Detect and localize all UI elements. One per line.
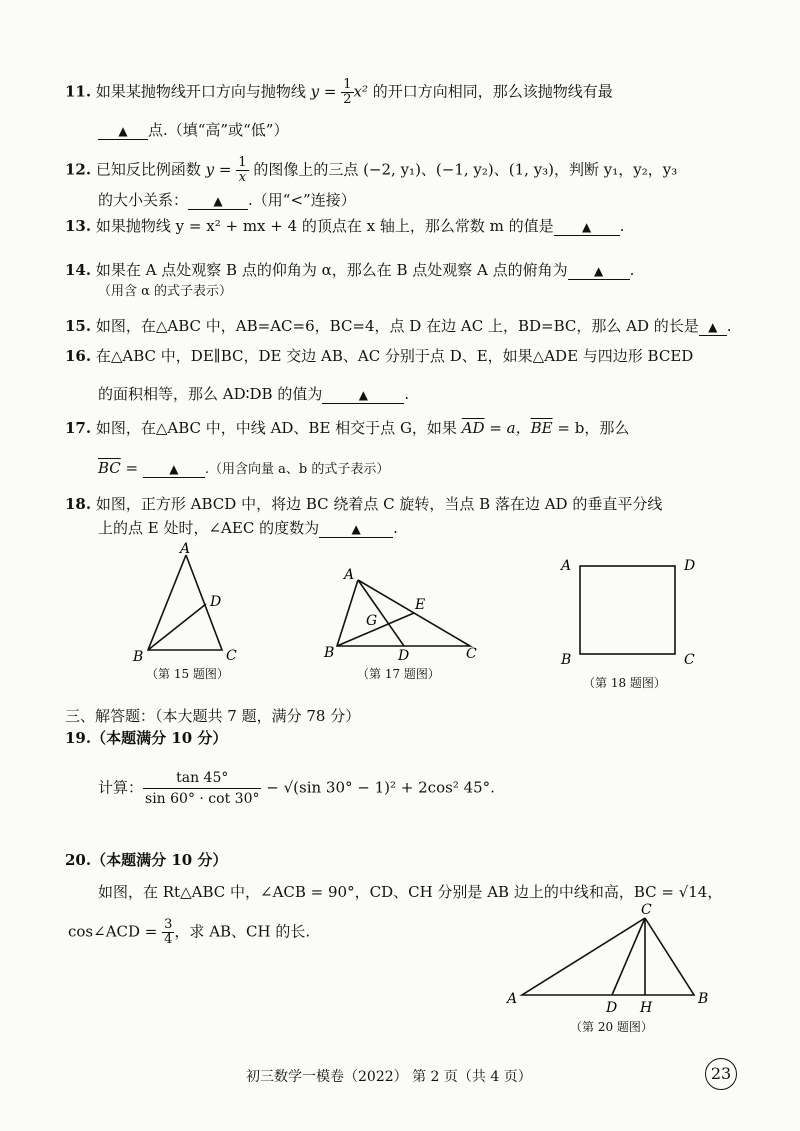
numerator: 1	[343, 77, 352, 92]
point-d-label: D	[606, 1000, 618, 1016]
question-number: 12.	[65, 160, 92, 179]
question-text: 的面积相等，那么 AD∶DB 的值为	[98, 385, 323, 403]
question-20-line1	[98, 882, 722, 902]
point-c-label: C	[226, 648, 237, 664]
answer-blank[interactable]: ▲	[699, 319, 727, 336]
question-text: 如果在 A 点处观察 B 点的仰角为 α，那么在 B 点处观察 A 点的俯角为	[95, 261, 568, 279]
point-d-label: D	[210, 594, 222, 610]
question-text: 的大小关系：	[98, 191, 189, 209]
question-text: 上的点 E 处时，∠AEC 的度数为	[98, 519, 320, 537]
question-18-line2	[98, 518, 398, 538]
figure-15-caption: （第 15 题图）	[146, 667, 229, 681]
equation: y =	[205, 160, 237, 179]
punctuation: .	[404, 385, 410, 403]
figure-17-caption: （第 17 题图）	[357, 667, 440, 681]
question-text: 如图，在△ABC 中，AB=AC=6，BC=4，点 D 在边 AC 上，BD=BC，那么 AD 的长是	[95, 317, 699, 335]
score-note: （本题满分 10 分）	[91, 851, 228, 869]
point-d-label: D	[398, 648, 410, 664]
question-17	[65, 418, 629, 438]
equation-tail: x²	[353, 82, 369, 101]
question-note: .（用含向量 a、b 的式子表示）	[204, 462, 390, 477]
question-14	[65, 260, 634, 280]
question-text: 如图，正方形 ABCD 中，将边 BC 绕着点 C 旋转，当点 B 落在边 AD 的垂直平分线	[95, 495, 663, 513]
answer-blank[interactable]: ▲	[554, 219, 620, 236]
question-number: 19.	[65, 729, 92, 747]
page-footer: 初三数学一模卷（2022） 第 2 页（共 4 页）	[246, 1069, 532, 1085]
question-13	[65, 216, 624, 236]
numerator: tan 45°	[143, 768, 261, 789]
numerator: 1	[238, 155, 247, 170]
denominator: 2	[343, 92, 352, 107]
question-16	[65, 346, 693, 366]
question-text: = b，那么	[552, 419, 630, 437]
question-text: 如果抛物线 y = x² + mx + 4 的顶点在 x 轴上，那么常数 m 的值是	[95, 217, 554, 235]
vector-be: $\overline{BE}$	[530, 419, 553, 437]
calc-label: 计算：	[98, 778, 144, 797]
segment-bd	[148, 604, 206, 650]
answer-blank[interactable]: ▲	[188, 193, 248, 210]
question-16-line2	[98, 384, 409, 404]
question-14-line2	[98, 282, 232, 302]
fraction	[162, 918, 174, 947]
question-text: 如图，在△ABC 中，中线 AD、BE 相交于点 G，如果	[95, 419, 462, 437]
punctuation: .	[726, 317, 732, 335]
question-text: cos∠ACD =	[68, 922, 163, 941]
answer-blank[interactable]: ▲	[322, 387, 404, 404]
question-19-header	[65, 728, 227, 748]
question-number: 15.	[65, 317, 92, 335]
page-badge	[705, 1058, 737, 1090]
question-text: 如果某抛物线开口方向与抛物线	[95, 82, 311, 101]
point-d-label: D	[684, 558, 696, 574]
triangle-abc	[337, 580, 470, 646]
fraction	[143, 768, 261, 809]
point-b-label: B	[133, 649, 144, 665]
point-a-label: A	[561, 558, 572, 574]
question-18	[65, 494, 662, 514]
fraction	[341, 78, 353, 107]
point-b-label: B	[698, 991, 709, 1007]
question-number: 11.	[65, 82, 92, 101]
numerator: 3	[164, 917, 173, 932]
section-3-title: 三、解答题：（本大题共 7 题，满分 78 分）	[65, 707, 361, 725]
question-text: ，求 AB、CH 的长.	[174, 922, 311, 941]
answer-blank[interactable]: ▲	[319, 521, 393, 538]
punctuation: .	[393, 519, 398, 537]
question-12-line2	[98, 190, 356, 210]
question-text: 的图像上的三点 (−2, y₁)、(−1, y₂)、(1, y₃)，判断 y₁，y₂，y₃	[248, 160, 678, 179]
point-c-label: C	[466, 646, 477, 662]
figure-20-caption: （第 20 题图）	[570, 1020, 653, 1034]
expression-rest: − √(sin 30° − 1)² + 2cos² 45°.	[266, 778, 495, 797]
question-19-expression	[98, 768, 495, 809]
point-b-label: B	[324, 645, 335, 661]
vector-bc: $\overline{BC}$	[98, 459, 121, 477]
denominator: sin 60° · cot 30°	[145, 791, 260, 807]
equation: =	[120, 459, 143, 477]
question-number: 13.	[65, 217, 92, 235]
question-11	[65, 78, 613, 107]
vector-ad: $\overline{AD}$	[461, 419, 485, 437]
square-abcd	[580, 566, 675, 654]
score-note: （本题满分 10 分）	[91, 729, 228, 747]
point-a-label: A	[180, 541, 191, 557]
answer-blank[interactable]: ▲	[143, 461, 205, 478]
page-badge-number: 23	[710, 1064, 732, 1083]
triangle-abc	[522, 918, 694, 995]
point-a-label: A	[344, 567, 355, 583]
question-text: 的开口方向相同，那么该抛物线有最	[368, 82, 613, 101]
point-b-label: B	[561, 652, 572, 668]
median-cd	[612, 918, 645, 995]
question-11-line2	[98, 120, 288, 140]
question-15	[65, 316, 732, 336]
punctuation: .	[629, 261, 635, 279]
question-number: 16.	[65, 347, 92, 365]
median-ad	[358, 580, 404, 646]
question-text: 如图，在 Rt△ABC 中，∠ACB = 90°，CD、CH 分别是 AB 边上的中线和高，BC = √14，	[98, 883, 723, 901]
answer-blank[interactable]: ▲	[568, 263, 630, 280]
point-e-label: E	[415, 597, 426, 613]
question-text: 已知反比例函数	[95, 160, 206, 179]
question-17-line2	[98, 458, 389, 480]
point-c-label: C	[641, 902, 652, 918]
point-a-label: A	[507, 991, 518, 1007]
equation: y =	[310, 82, 342, 101]
point-c-label: C	[684, 652, 695, 668]
question-number: 17.	[65, 419, 92, 437]
triangle-abc	[148, 555, 222, 650]
figure-18-caption: （第 18 题图）	[583, 676, 666, 690]
question-text: .（用“<”连接）	[248, 191, 356, 209]
question-text: 点.（填“高”或“低”）	[148, 121, 289, 139]
point-g-label: G	[366, 613, 378, 629]
question-number: 20.	[65, 851, 92, 869]
median-be	[337, 613, 414, 646]
equation: = a，	[484, 419, 531, 437]
point-h-label: H	[640, 1000, 653, 1016]
question-text: 在△ABC 中，DE∥BC，DE 交边 AB、AC 分别于点 D、E，如果△ADE 与四边形 BCED	[95, 347, 694, 365]
question-12	[65, 156, 677, 185]
question-20-header	[65, 850, 227, 870]
fraction	[236, 156, 248, 185]
question-20-line2	[68, 918, 310, 947]
question-number: 14.	[65, 261, 92, 279]
denominator: 4	[164, 932, 173, 947]
answer-blank[interactable]: ▲	[98, 123, 148, 140]
question-number: 18.	[65, 495, 92, 513]
denominator: x	[238, 170, 247, 185]
question-note: （用含 α 的式子表示）	[98, 284, 233, 299]
punctuation: .	[619, 217, 625, 235]
